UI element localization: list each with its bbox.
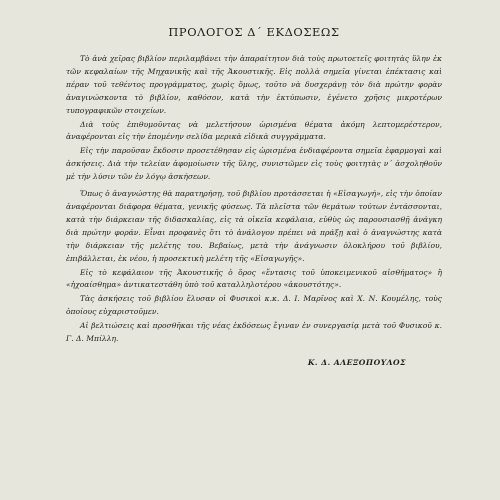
paragraph-6: Τὰς ἀσκήσεις τοῦ βιβλίου ἔλυσαν οἱ Φυσικοὶ κ.κ. Δ. Ι. Μαρῖνος καὶ Χ. Ν. Κουμέλης, τοὺς ὁποίους εὐχαριστοῦμεν. xyxy=(66,294,442,317)
paragraph-1: Τὸ ἀνὰ χεῖρας βιβλίον περιλαμβάνει τὴν ἀπαραίτητον διὰ τοὺς πρωτοετεῖς φοιτητὰς ὕλην ἐκ τῶν κεφαλαίων τῆς Μηχανικῆς καὶ τῆς Ἀκουστικῆς. Εἰς πολλὰ σημεῖα γίνεται ἐπέκτασις καὶ πέραν τοῦ τεθέντος προγράμματος, χωρὶς ὅμως, τοῦτο νὰ δυσχεράνῃ τὸν διὰ πρώτην φορὰν ἀναγινώσκοντα τὸ βιβλίον, καθόσον, κατὰ τὴν ἐκτύπωσιν, ἐγένετο χρῆσις μικροτέρων τυπογραφικῶν στοιχείων. xyxy=(66,54,442,115)
paragraph-4: Ὅπως ὁ ἀναγνώστης θὰ παρατηρήσῃ, τοῦ βιβλίου προτάσσεται ἡ «Εἰσαγωγή», εἰς τὴν ὁποίαν ἀναφέρονται διάφορα θέματα, γενικῆς φύσεως. Τὰ πλεῖστα τῶν θεμάτων τούτων ἐντάσσονται, κατὰ τὴν διάρκειαν τῆς διδασκαλίας, εἰς τὰ οἰκεῖα κεφάλαια, εὐθὺς ὡς παρουσιασθῇ ἀνάγκη διὰ πρώτην φοράν. Εἶναι προφανὲς ὅτι τὸ ἀνάλογον πρέπει νὰ πράξῃ καὶ ὁ ἀναγνώστης κατὰ τὴν διάρκειαν τῆς μελέτης του. Βεβαίως, μετὰ τὴν ἀνάγνωσιν ὁλοκλήρου τοῦ βιβλίου, ἐπιβάλλεται, ἐκ νέου, ἡ προσεκτικὴ μελέτη τῆς «Εἰσαγωγῆς». xyxy=(66,189,442,263)
paragraph-7: Αἱ βελτιώσεις καὶ προσθῆκαι τῆς νέας ἐκδόσεως ἔγιναν ἐν συνεργασίᾳ μετὰ τοῦ Φυσικοῦ κ. Γ. Δ. Μπίλλη. xyxy=(66,321,442,344)
paragraph-2: Διὰ τοὺς ἐπιθυμοῦντας νὰ μελετήσουν ὡρισμένα θέματα ἀκόμη λεπτομερέστερον, ἀναφέρονται εἰς τὴν ἑπομένην σελίδα μερικὰ εἰδικὰ συγγράμματα. xyxy=(66,119,442,142)
author-signature: Κ. Δ. ΑΛΕΞΟΠΟΥΛΟΣ xyxy=(307,357,406,367)
page-title: ΠΡΟΛΟΓΟΣ Δ΄ ΕΚΔΟΣΕΩΣ xyxy=(168,25,340,39)
paragraph-3: Εἰς τὴν παροῦσαν ἔκδοσιν προσετέθησαν εἰς ὡρισμένα ἐνδιαφέροντα σημεῖα ἐφαρμογαὶ καὶ ἀσκήσεις. Διὰ τὴν τελείαν ἀφομοίωσιν τῆς ὕλης, συνιστῶμεν εἰς τοὺς φοιτητὰς ν΄ ἀσχοληθοῦν μὲ τὴν λύσιν τῶν ἐν λόγῳ ἀσκήσεων. xyxy=(66,146,442,182)
paragraph-5: Εἰς τὸ κεφάλαιον τῆς Ἀκουστικῆς ὁ ὅρος «ἔντασις τοῦ ὑποκειμενικοῦ αἰσθήματος» ἢ «ἠχοαίσθημα» ἀντικατεστάθη ὑπὸ τοῦ καταλληλοτέρου «ἀκουστότης». xyxy=(66,267,442,290)
